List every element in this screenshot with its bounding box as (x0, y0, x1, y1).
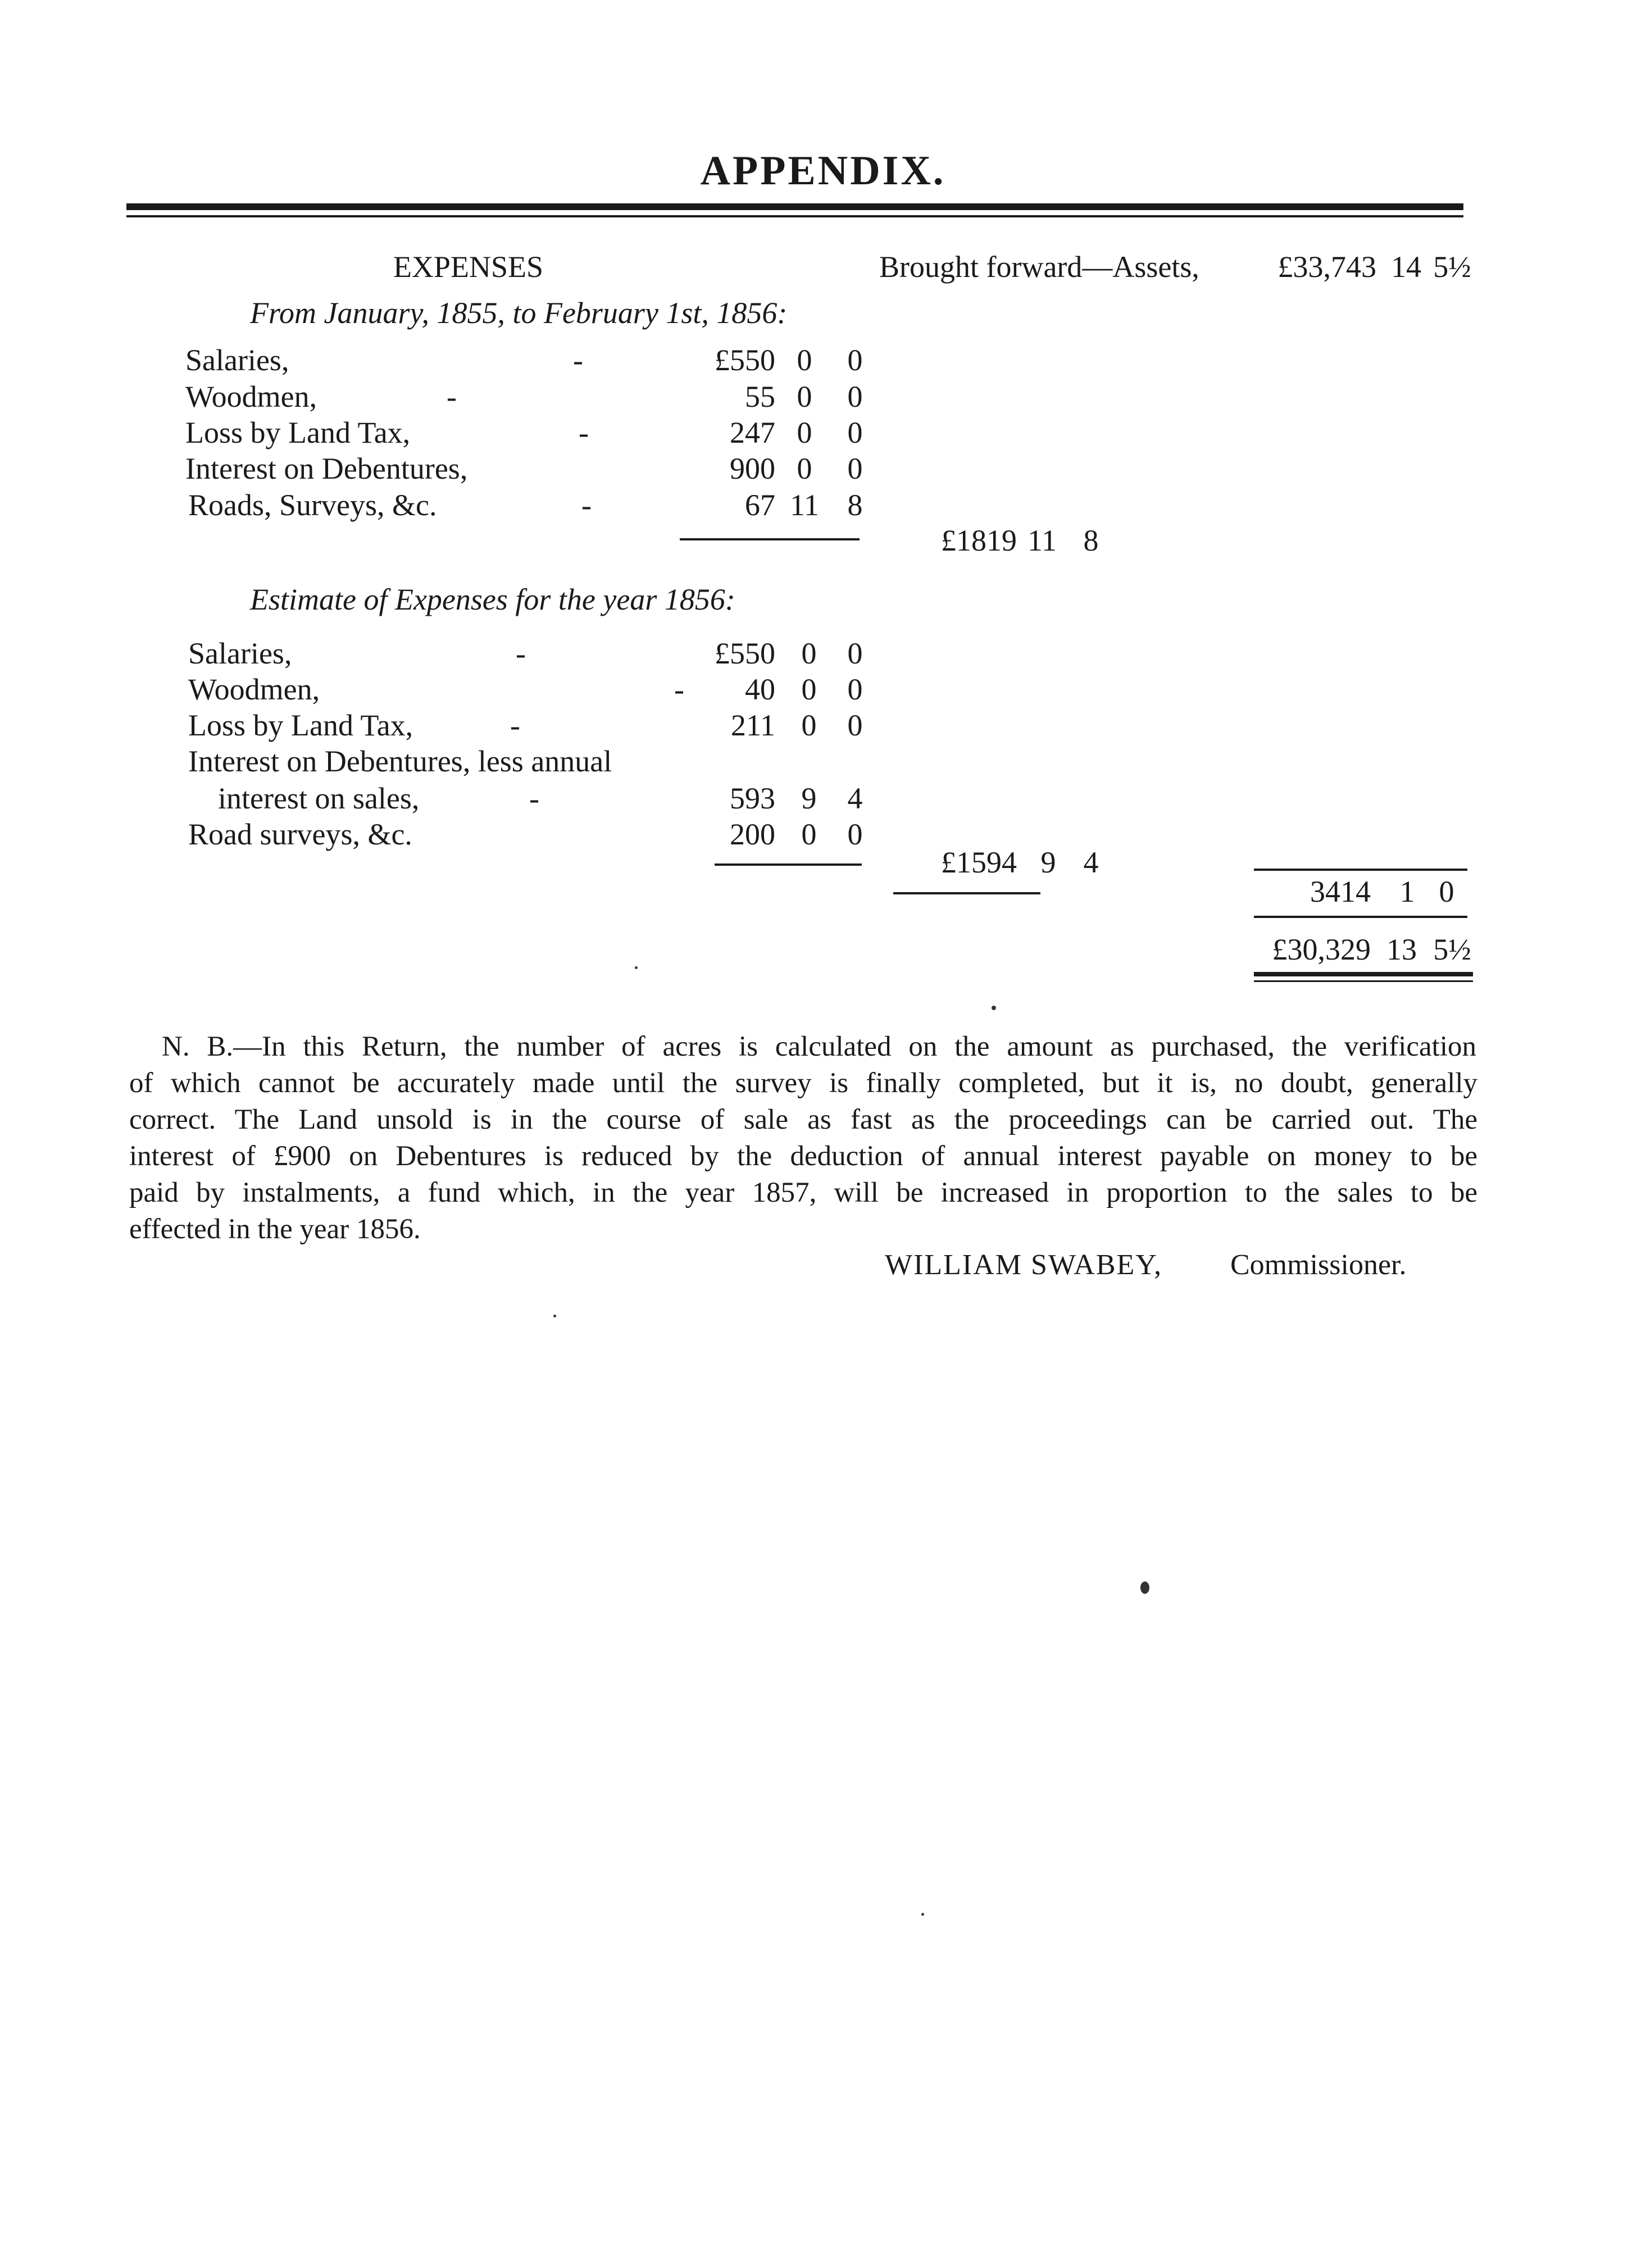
section2-item-pounds: £550 (715, 637, 775, 670)
section2-item-label: Road surveys, &c. (188, 817, 412, 851)
leader-dash: - (674, 672, 684, 706)
section1-item-pounds: 247 (730, 416, 775, 449)
section1-item-pence: 0 (847, 343, 863, 377)
section1-sum-rule (680, 538, 860, 540)
net-rule-bottom-thick (1254, 972, 1473, 976)
section2-subtotal-shillings: 9 (1040, 846, 1056, 879)
leader-dash: - (573, 343, 583, 377)
scan-speck (921, 1913, 924, 1916)
scan-speck (635, 966, 638, 969)
brought-forward-shillings: 14 (1391, 250, 1421, 284)
net-total-shillings: 13 (1386, 933, 1417, 966)
note-line: paid by instalments, a fund which, in the year 1857, will be increased in proportion to the sales to be (129, 1177, 1477, 1208)
scan-speck (992, 1006, 996, 1010)
section2-item-shillings: 0 (801, 672, 817, 706)
subtotals-sum-rule (893, 892, 1040, 894)
section2-item-label: Interest on Debentures, less annual (188, 744, 612, 778)
section2-item-label-cont: interest on sales, (218, 781, 420, 815)
leader-dash: - (510, 708, 520, 742)
section1-heading: From January, 1855, to February 1st, 1856: (250, 296, 788, 330)
section1-item-shillings: 0 (797, 452, 812, 485)
section2-item-pence: 0 (847, 708, 863, 742)
section2-item-pence: 0 (847, 817, 863, 851)
leader-dash: - (516, 637, 526, 670)
note-line: correct. The Land unsold is in the course of sale as fast as the proceedings can be carried out. The (129, 1104, 1477, 1135)
leader-dash: - (579, 416, 589, 449)
section2-item-pence: 0 (847, 672, 863, 706)
section1-item-pence: 0 (847, 452, 863, 485)
note-line: effected in the year 1856. (129, 1213, 421, 1245)
combined-total-pounds: 3414 (1310, 875, 1371, 908)
net-total-pence: 5½ (1433, 933, 1471, 966)
expenses-label: EXPENSES (393, 250, 544, 284)
leader-dash: - (447, 380, 457, 413)
brought-forward-pence: 5½ (1433, 250, 1471, 284)
section1-item-label: Interest on Debentures, (185, 452, 468, 485)
section1-item-shillings: 0 (797, 380, 812, 413)
section2-item-pence: 4 (847, 781, 863, 815)
combined-total-shillings: 1 (1399, 875, 1415, 908)
note-line: of which cannot be accurately made until the survey is finally completed, but it is, no doubt, generally (129, 1067, 1477, 1099)
section2-item-pounds: 40 (745, 672, 775, 706)
signature-name: WILLIAM SWABEY, (885, 1249, 1163, 1281)
section2-item-shillings: 0 (801, 637, 817, 670)
section1-item-pence: 8 (847, 488, 863, 522)
section1-item-label: Salaries, (185, 343, 289, 377)
section2-item-label: Loss by Land Tax, (188, 708, 413, 742)
scan-speck (1140, 1581, 1149, 1594)
section2-item-label: Salaries, (188, 637, 292, 670)
section1-item-pence: 0 (847, 416, 863, 449)
section1-item-label: Roads, Surveys, &c. (188, 488, 437, 522)
note-line: interest of £900 on Debentures is reduced by the deduction of annual interest payable on money to be (129, 1140, 1477, 1172)
section1-item-shillings: 0 (797, 343, 812, 377)
page-title: APPENDIX. (700, 148, 946, 194)
section2-subtotal-pence: 4 (1083, 846, 1099, 879)
section1-subtotal-pence: 8 (1083, 524, 1099, 557)
section1-subtotal-pounds: £1819 (941, 524, 1017, 557)
section2-item-shillings: 9 (801, 781, 817, 815)
net-total-pounds: £30,329 (1272, 933, 1371, 966)
section2-item-shillings: 0 (801, 817, 817, 851)
section1-item-pence: 0 (847, 380, 863, 413)
section1-item-label: Loss by Land Tax, (185, 416, 411, 449)
scan-speck (553, 1315, 556, 1317)
leader-dash: - (529, 781, 539, 815)
section2-item-pounds: 211 (731, 708, 775, 742)
brought-forward-pounds: £33,743 (1277, 250, 1376, 284)
brought-forward-label: Brought forward—Assets, (879, 250, 1199, 284)
leader-dash: - (581, 488, 592, 522)
section1-item-pounds: 900 (730, 452, 775, 485)
net-rule-top (1254, 916, 1467, 918)
section1-item-pounds: 67 (745, 488, 775, 522)
section1-item-pounds: 55 (745, 380, 775, 413)
section2-sum-rule (715, 863, 862, 866)
section1-item-shillings: 0 (797, 416, 812, 449)
section1-item-pounds: £550 (715, 343, 775, 377)
section1-item-shillings: 11 (790, 488, 819, 522)
section2-subtotal-pounds: £1594 (941, 846, 1017, 879)
section2-item-pounds: 200 (730, 817, 775, 851)
note-line: N. B.—In this Return, the number of acres is calculated on the amount as purchased, the verification (162, 1031, 1476, 1062)
section2-heading: Estimate of Expenses for the year 1856: (250, 583, 735, 616)
title-rule-thick (126, 203, 1463, 210)
combined-total-pence: 0 (1439, 875, 1454, 908)
signature-role: Commissioner. (1230, 1249, 1407, 1281)
section2-item-pounds: 593 (730, 781, 775, 815)
section2-item-label: Woodmen, (188, 672, 320, 706)
section2-item-shillings: 0 (801, 708, 817, 742)
combined-rule (1254, 869, 1467, 871)
section1-subtotal-shillings: 11 (1027, 524, 1057, 557)
section1-item-label: Woodmen, (185, 380, 317, 413)
title-rule-thin (126, 215, 1463, 217)
net-rule-bottom-thin (1254, 980, 1473, 982)
section2-item-pence: 0 (847, 637, 863, 670)
